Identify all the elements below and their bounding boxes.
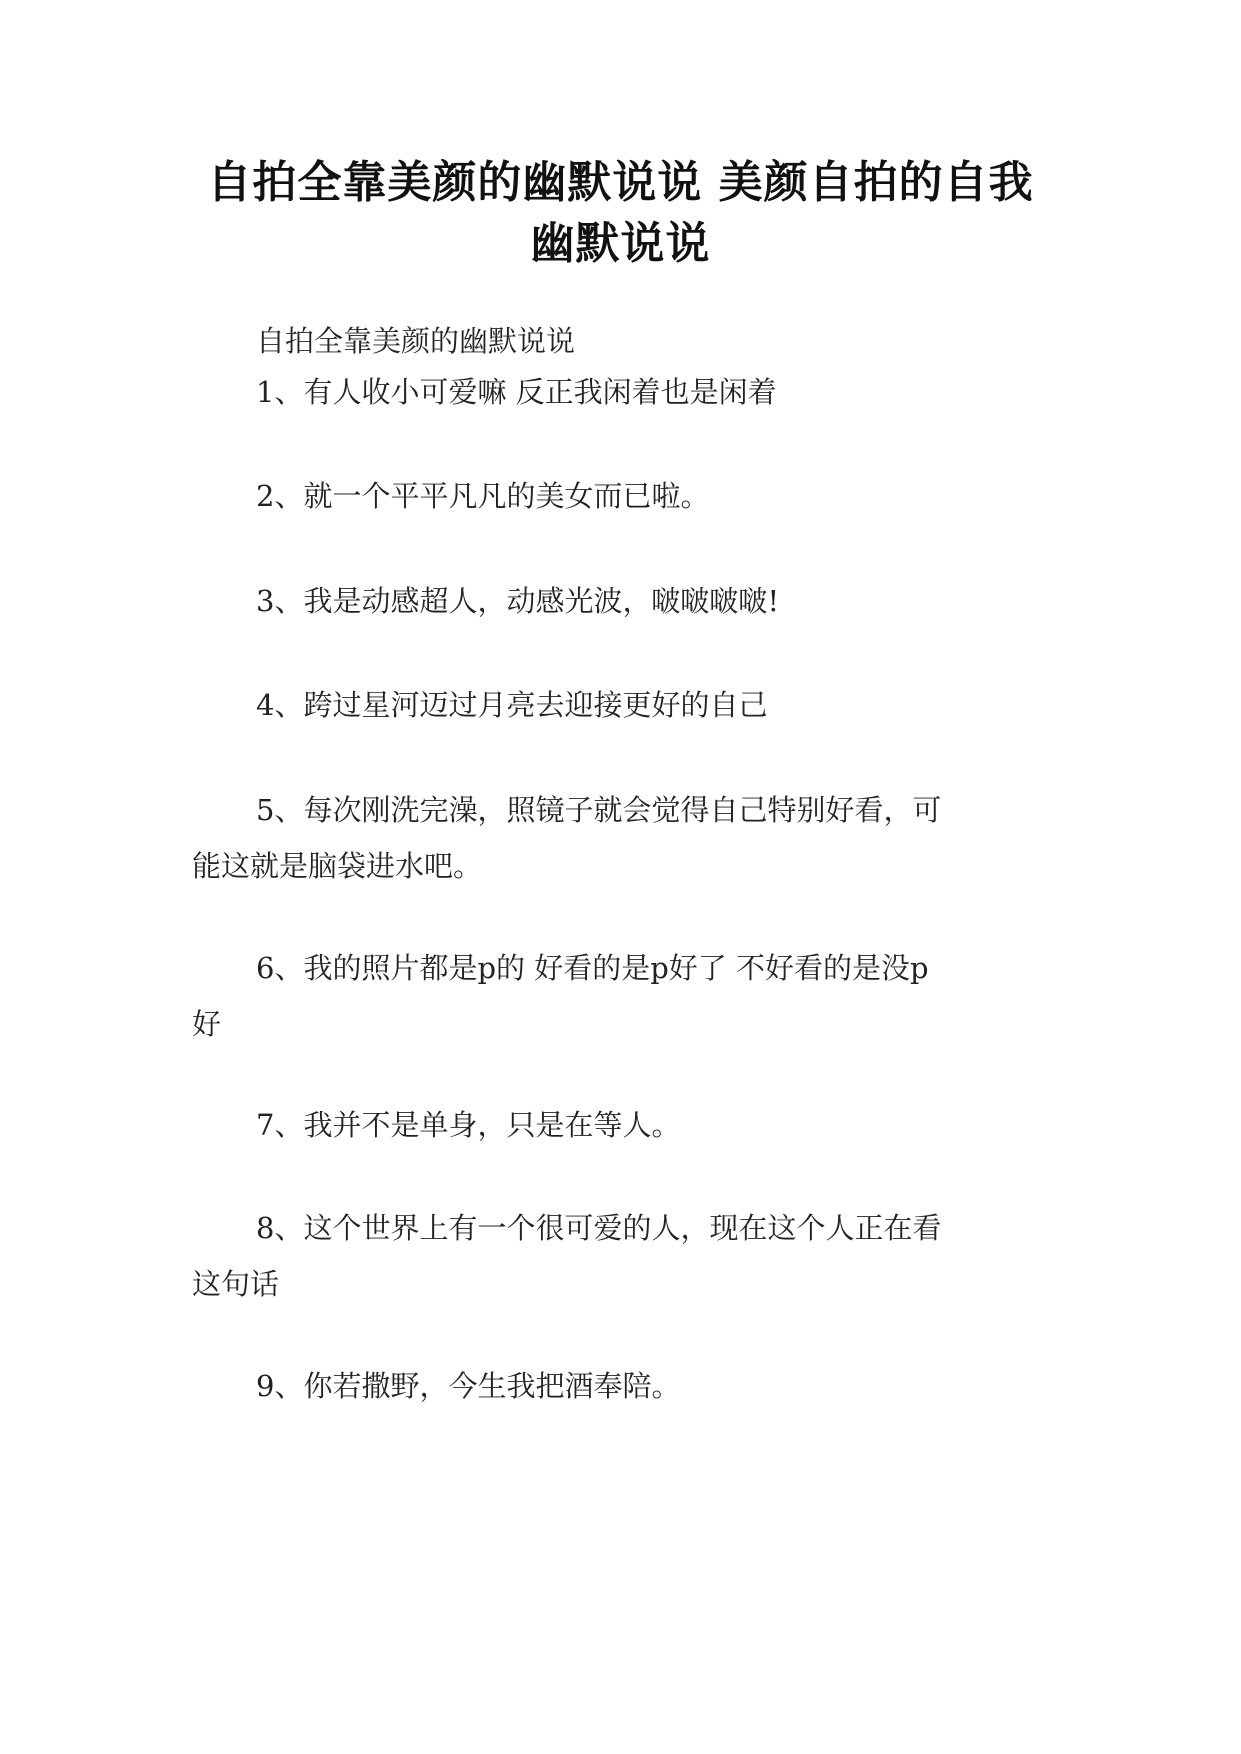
list-item-text: 6、我的照片都是p的 好看的是p好了 不好看的是没p	[256, 951, 929, 985]
list-item-2	[192, 468, 1052, 524]
list-item-text: 这句话	[192, 1267, 280, 1301]
section-subtitle	[192, 313, 1052, 369]
list-item-text: 1、有人收小可爱嘛 反正我闲着也是闲着	[256, 375, 777, 409]
list-item-text: 好	[192, 1007, 222, 1041]
list-item-8	[192, 1200, 1052, 1312]
title-line: 幽默说说	[530, 218, 711, 269]
list-item-text: 5、每次刚洗完澡，照镜子就会觉得自己特别好看，可	[256, 793, 942, 827]
list-item-1	[192, 364, 1052, 420]
list-item-4	[192, 677, 1052, 733]
list-item-text: 7、我并不是单身，只是在等人。	[256, 1108, 681, 1142]
title-line: 自拍全靠美颜的幽默说说 美颜自拍的自我	[207, 157, 1034, 208]
list-item-6	[192, 940, 1052, 1052]
document-title	[150, 152, 1091, 274]
list-item-text: 9、你若撒野，今生我把酒奉陪。	[256, 1369, 681, 1403]
list-item-7	[192, 1097, 1052, 1153]
list-item-text: 8、这个世界上有一个很可爱的人，现在这个人正在看	[256, 1211, 942, 1245]
list-item-text: 2、就一个平平凡凡的美女而已啦。	[256, 479, 710, 513]
list-item-text: 3、我是动感超人，动感光波，啵啵啵啵!	[256, 584, 780, 618]
list-item-5	[192, 782, 1052, 894]
list-item-3	[192, 573, 1052, 629]
list-item-9	[192, 1358, 1052, 1414]
subtitle-text: 自拍全靠美颜的幽默说说	[256, 324, 576, 358]
list-item-text: 能这就是脑袋进水吧。	[192, 849, 483, 883]
list-item-text: 4、跨过星河迈过月亮去迎接更好的自己	[256, 688, 768, 722]
